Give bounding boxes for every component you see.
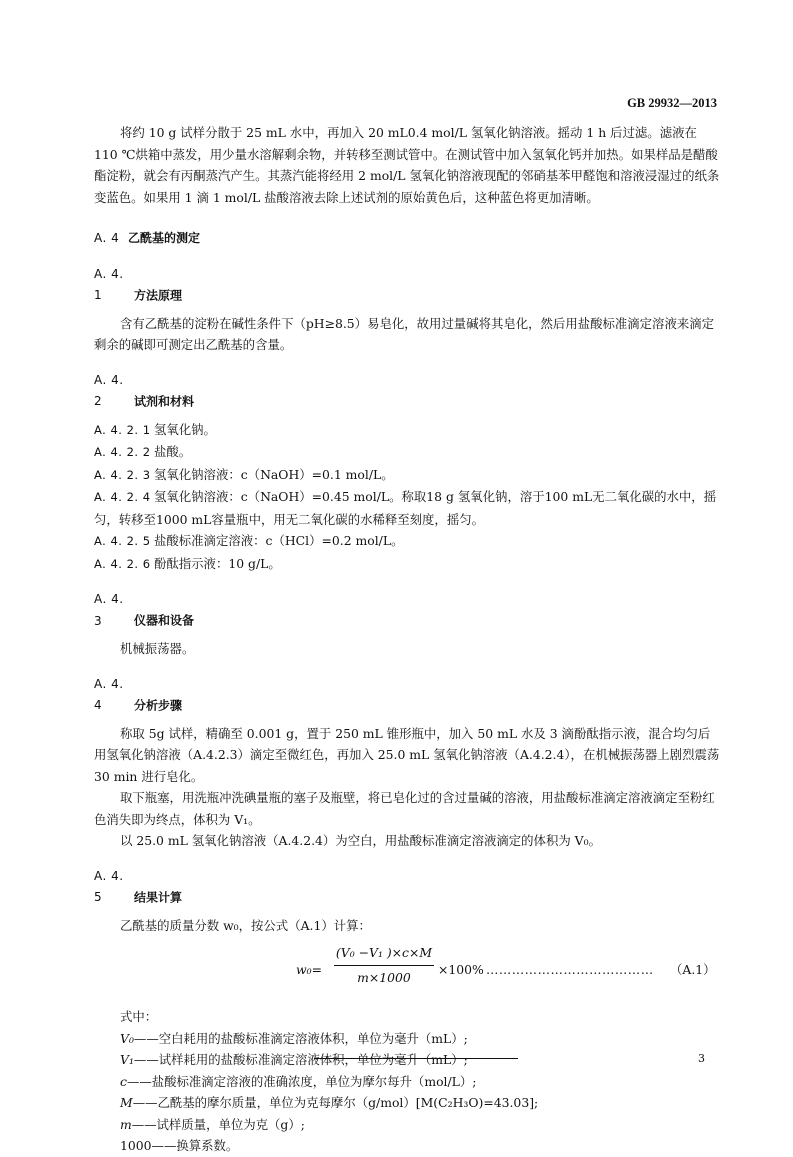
intro-paragraph: 将约 10 g 试样分散于 25 mL 水中，再加入 20 mL0.4 mol/L 氢氧化钠溶液。摇动 1 h 后过滤。滤液在 110 ℃烘箱中蒸发，用少量水溶解剩余物，并转移至测试管中。在测试管中加入氢氧化钙并加热。如果样品是醋酸酯淀粉，就会有丙酮蒸汽产生。其蒸汽能将经用 2 mol/L 氢氧化钠溶液现配的邻硝基苯甲醛饱和溶液浸湿过的纸条变蓝色。如果用 1 滴 1 mol/L 盐酸溶液去除上述试剂的原始黄色后，这种蓝色将更加清晰。 <box>94 125 720 205</box>
procedure-paragraph-3: 以 25.0 mL 氢氧化钠溶液（A.4.2.4）为空白，用盐酸标准滴定溶液滴定的体积为 V₀。 <box>120 833 601 848</box>
reagent-item <box>94 486 720 530</box>
section-number: A. 4. 1 <box>94 266 124 302</box>
page-number: 3 <box>698 1052 705 1065</box>
item-text: 氢氧化钠溶液：c（NaOH）=0.45 mol/L。称取18 g 氢氧化钠，溶于100 mL无二氧化碳的水中，摇匀，转移至1000 mL容量瓶中，用无二氧化碳的水稀释至刻度，摇匀。 <box>94 489 717 527</box>
definition-item <box>94 1135 720 1157</box>
reagent-item <box>94 419 720 442</box>
item-text: 盐酸标准滴定溶液：c（HCl）=0.2 mol/L。 <box>154 533 404 548</box>
definition-text: ——空白耗用的盐酸标准滴定溶液体积，单位为毫升（mL）; <box>133 1030 468 1046</box>
item-number: A. 4. 2. 1 <box>94 422 151 437</box>
definition-item <box>94 1114 720 1136</box>
formula-rhs: ×100% <box>438 962 484 977</box>
section-number: A. 4. 2 <box>94 372 124 408</box>
section-number: A. 4 <box>94 231 120 245</box>
item-number: A. 4. 2. 6 <box>94 556 151 571</box>
section-a41-heading <box>94 264 720 307</box>
symbol: V₁ <box>120 1052 134 1067</box>
section-title: 方法原理 <box>134 288 183 302</box>
item-text: 氢氧化钠。 <box>154 421 216 437</box>
definition-item <box>94 1071 720 1093</box>
formula-a1 <box>94 942 720 998</box>
formula-number: （A.1） <box>670 962 716 977</box>
definition-text: ——换算系数。 <box>151 1138 239 1153</box>
section-title: 乙酰基的测定 <box>128 231 201 245</box>
item-number: A. 4. 2. 4 <box>94 490 151 504</box>
definition-text: ——试样耗用的盐酸标准滴定溶液体积，单位为毫升（mL）; <box>133 1052 468 1067</box>
formula-fraction <box>334 942 434 988</box>
section-a45-heading <box>94 866 720 909</box>
procedure-paragraph-2: 取下瓶塞，用洗瓶冲洗碘量瓶的塞子及瓶壁，将已皂化过的含过量碱的溶液，用盐酸标准滴定溶液滴定至粉红色消失即为终点，体积为 V₁。 <box>94 790 715 827</box>
definition-item <box>94 1092 720 1114</box>
defs-intro: 式中： <box>120 1009 158 1024</box>
section-a4-heading <box>94 228 720 250</box>
item-text: 酚酞指示液：10 g/L。 <box>154 555 281 571</box>
reagent-item <box>94 464 720 487</box>
calculation-intro: 乙酰基的质量分数 w₀，按公式（A.1）计算： <box>120 917 371 933</box>
section-number: A. 4. 4 <box>94 676 124 712</box>
definition-text: ——试样质量，单位为克（g）; <box>131 1116 305 1132</box>
section-title: 结果计算 <box>134 890 183 904</box>
section-a44-heading <box>94 674 720 717</box>
definition-text: ——盐酸标准滴定溶液的准确浓度，单位为摩尔每升（mol/L）; <box>126 1073 477 1089</box>
equipment-text: 机械振荡器。 <box>120 641 195 656</box>
reagent-item <box>94 441 720 464</box>
standard-number: GB 29932—2013 <box>627 96 717 110</box>
formula-lhs: w₀= <box>296 962 322 977</box>
symbol: M <box>120 1095 133 1110</box>
section-title: 试剂和材料 <box>134 394 195 408</box>
formula-numerator: (V₀ −V₁ )×c×M <box>334 942 434 966</box>
definition-item <box>94 1049 720 1071</box>
section-title: 仪器和设备 <box>134 613 195 628</box>
item-number: A. 4. 2. 3 <box>94 467 151 482</box>
symbol: V₀ <box>120 1030 134 1046</box>
symbol-definitions <box>94 1006 720 1157</box>
footer-rule <box>314 1058 518 1059</box>
section-title: 分析步骤 <box>134 698 183 712</box>
item-number: A. 4. 2. 5 <box>94 534 151 548</box>
item-text: 氢氧化钠溶液：c（NaOH）=0.1 mol/L。 <box>154 466 394 482</box>
section-number: A. 4. 5 <box>94 868 124 904</box>
reagent-item <box>94 553 720 576</box>
procedure-paragraph-1: 称取 5g 试样，精确至 0.001 g，置于 250 mL 锥形瓶中，加入 50 mL 水及 3 滴酚酞指示液，混合均匀后用氢氧化钠溶液（A.4.2.3）滴定至微红色，再加入 25.0 mL 氢氧化钠溶液（A.4.2.4），在机械振荡器上剧烈震荡 30 min 进行皂化。 <box>94 725 720 784</box>
section-a43-heading <box>94 589 720 632</box>
item-text: 盐酸。 <box>154 444 192 459</box>
reagent-item <box>94 530 720 553</box>
formula-denominator: m×1000 <box>357 969 411 985</box>
symbol: m <box>120 1116 132 1132</box>
definition-item <box>94 1028 720 1050</box>
section-a42-heading <box>94 370 720 413</box>
section-number: A. 4. 3 <box>94 592 124 628</box>
symbol: c <box>120 1073 127 1089</box>
method-principle-text: 含有乙酰基的淀粉在碱性条件下（pH≥8.5）易皂化，故用过量碱将其皂化，然后用盐酸标准滴定溶液来滴定剩余的碱即可测定出乙酰基的含量。 <box>94 315 715 352</box>
symbol: 1000 <box>120 1138 152 1153</box>
definition-text: ——乙酰基的摩尔质量，单位为克每摩尔（g/mol）[M(C₂H₃O)=43.03]; <box>132 1095 539 1110</box>
item-number: A. 4. 2. 2 <box>94 445 151 459</box>
document-body <box>94 122 720 1157</box>
formula-leader-dots: ………………………………… <box>486 962 654 977</box>
